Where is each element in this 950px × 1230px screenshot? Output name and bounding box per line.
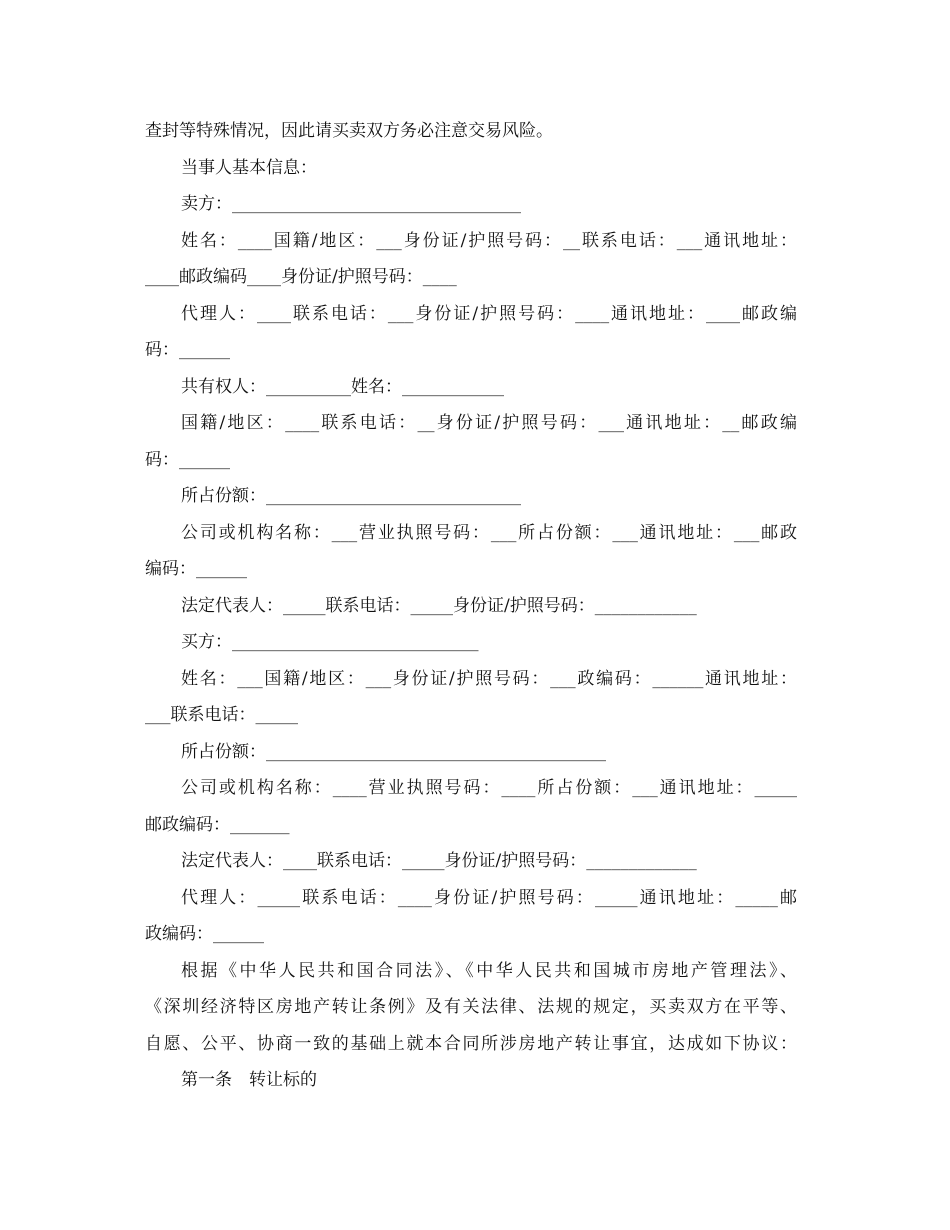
text-line: 代理人：_____联系电话：____身份证/护照号码：_____通讯地址：_____邮 [181, 887, 797, 908]
text-line: 编码：______ [145, 559, 247, 579]
text-line: 共有权人：__________姓名：____________ [181, 376, 504, 397]
text-line: 自愿、公平、协商一致的基础上就本合同所涉房地产转让事宜，达成如下协议： [145, 1033, 797, 1054]
text-line: 第一条 转让标的 [181, 1070, 317, 1090]
text-line: 代理人：____联系电话：___身份证/护照号码：____通讯地址：____邮政编 [181, 303, 797, 324]
text-line: 码：______ [145, 340, 230, 360]
text-line: 根据《中华人民共和国合同法》、《中华人民共和国城市房地产管理法》、 [181, 960, 797, 981]
text-line: 公司或机构名称：____营业执照号码：____所占份额：___通讯地址：_____ [181, 778, 797, 798]
text-line: 政编码：______ [145, 924, 264, 944]
text-line: ____邮政编码____身份证/护照号码：____ [145, 267, 457, 287]
text-line: 《深圳经济特区房地产转让条例》及有关法律、法规的规定，买卖双方在平等、 [145, 997, 797, 1017]
text-line: 查封等特殊情况，因此请买卖双方务必注意交易风险。 [145, 121, 553, 141]
text-line: 姓名：____国籍/地区：___身份证/护照号码：__联系电话：___通讯地址： [181, 230, 797, 251]
text-line: 法定代表人：____联系电话：_____身份证/护照号码：_____________ [181, 851, 697, 871]
text-line: 国籍/地区：____联系电话：__身份证/护照号码：___通讯地址：__邮政编 [181, 413, 797, 433]
text-line: 法定代表人：_____联系电话：_____身份证/护照号码：____________ [181, 595, 697, 616]
text-line: 所占份额：______________________________ [181, 486, 521, 506]
text-line: ___联系电话：_____ [145, 705, 298, 725]
text-line: 邮政编码：_______ [145, 814, 290, 835]
text-line: 买方：_____________________________ [181, 632, 479, 652]
text-line: 码：______ [145, 449, 230, 470]
text-line: 当事人基本信息： [181, 157, 317, 178]
text-line: 姓名：___国籍/地区：___身份证/护照号码：___政编码：______通讯地址： [181, 668, 797, 689]
text-line: 所占份额：________________________________________ [181, 741, 606, 762]
contract-body [145, 113, 797, 1099]
text-line: 公司或机构名称：___营业执照号码：___所占份额：___通讯地址：___邮政 [181, 522, 797, 543]
text-line: 卖方：__________________________________ [181, 194, 521, 214]
